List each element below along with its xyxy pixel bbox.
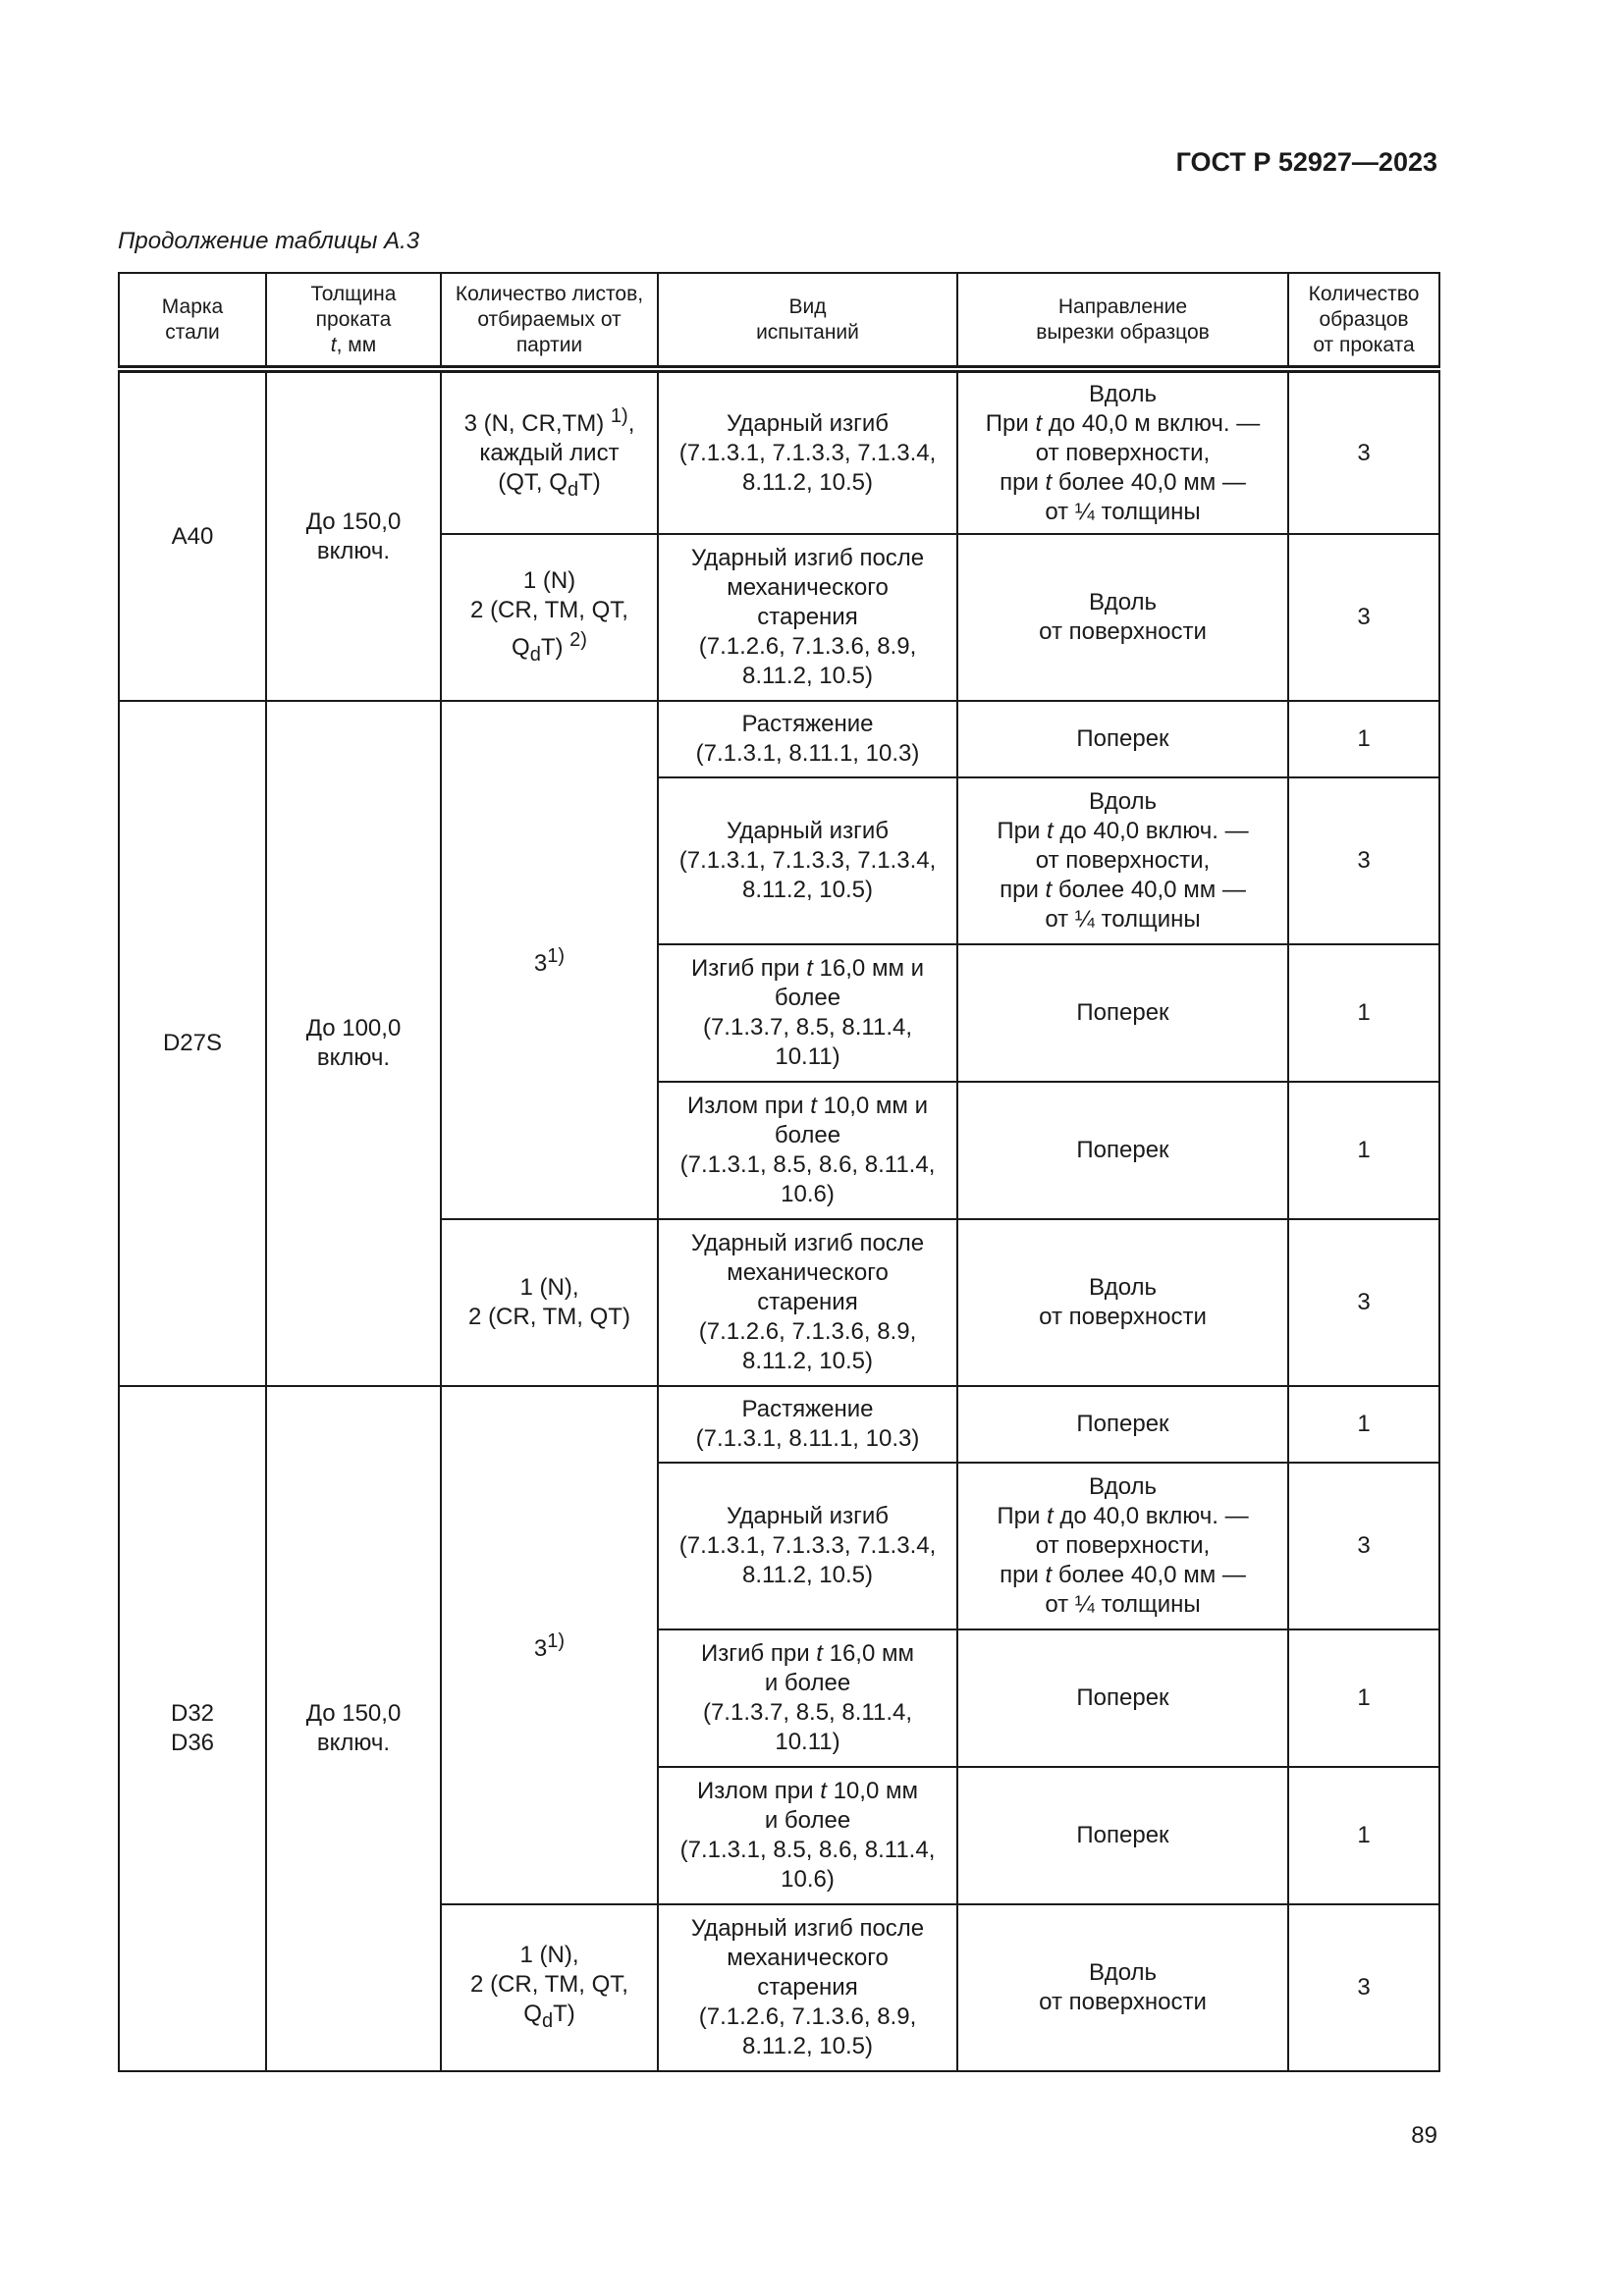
test-cell: Изгиб при t 16,0 мм и более (7.1.3.7, 8.5, 8.11.4, 10.11) xyxy=(658,944,957,1082)
test-cell: Ударный изгиб после механического старения (7.1.2.6, 7.1.3.6, 8.9, 8.11.2, 10.5) xyxy=(658,1219,957,1386)
direction-cell: Вдоль от поверхности xyxy=(957,534,1288,701)
direction-cell: Поперек xyxy=(957,1629,1288,1767)
direction-cell: Поперек xyxy=(957,1386,1288,1463)
test-cell: Ударный изгиб (7.1.3.1, 7.1.3.3, 7.1.3.4, 8.11.2, 10.5) xyxy=(658,1463,957,1629)
table-row xyxy=(119,701,1439,777)
test-cell: Ударный изгиб (7.1.3.1, 7.1.3.3, 7.1.3.4, 8.11.2, 10.5) xyxy=(658,777,957,944)
test-cell: Изгиб при t 16,0 мм и более (7.1.3.7, 8.5, 8.11.4, 10.11) xyxy=(658,1629,957,1767)
count-cell: 3 xyxy=(1288,534,1439,701)
direction-cell: Вдоль При t до 40,0 м включ. — от поверхности, при t более 40,0 мм — от ¼ толщины xyxy=(957,369,1288,534)
direction-cell: Поперек xyxy=(957,944,1288,1082)
test-cell: Растяжение (7.1.3.1, 8.11.1, 10.3) xyxy=(658,1386,957,1463)
table-row xyxy=(119,1386,1439,1463)
table-caption: Продолжение таблицы А.3 xyxy=(118,228,420,254)
table-row xyxy=(119,369,1439,534)
thickness-cell: До 150,0 включ. xyxy=(266,1386,441,2071)
test-cell: Растяжение (7.1.3.1, 8.11.1, 10.3) xyxy=(658,701,957,777)
sheets-cell: 3$^{1)}$ xyxy=(441,1386,658,1904)
direction-cell: Вдоль При t до 40,0 включ. — от поверхности, при t более 40,0 мм — от ¼ толщины xyxy=(957,777,1288,944)
col-header-test: Вид испытаний xyxy=(658,273,957,369)
sampling-table xyxy=(118,272,1440,2072)
direction-cell: Поперек xyxy=(957,1082,1288,1219)
direction-cell: Поперек xyxy=(957,701,1288,777)
thickness-cell: До 100,0 включ. xyxy=(266,701,441,1386)
direction-cell: Поперек xyxy=(957,1767,1288,1904)
table-header-row xyxy=(119,273,1439,369)
count-cell: 3 xyxy=(1288,777,1439,944)
test-cell: Излом при t 10,0 мм и более (7.1.3.1, 8.5, 8.6, 8.11.4, 10.6) xyxy=(658,1082,957,1219)
count-cell: 1 xyxy=(1288,1767,1439,1904)
document-header: ГОСТ Р 52927—2023 xyxy=(1175,147,1437,177)
count-cell: 3 xyxy=(1288,1904,1439,2071)
sheets-cell: 1 (N), 2 (CR, TM, QT) xyxy=(441,1219,658,1386)
sheets-cell: 1 (N) 2 (CR, TM, QT, $Q_dT$) $^{2)}$ xyxy=(441,534,658,701)
sheets-cell: 3 (N, CR,TM) $^{1)}$, каждый лист (QT, $Q_dT$) xyxy=(441,369,658,534)
col-header-thickness: Толщина проката t, мм xyxy=(266,273,441,369)
sheets-cell: 3$^{1)}$ xyxy=(441,701,658,1219)
count-cell: 3 xyxy=(1288,1463,1439,1629)
count-cell: 1 xyxy=(1288,701,1439,777)
direction-cell: Вдоль от поверхности xyxy=(957,1219,1288,1386)
count-cell: 3 xyxy=(1288,1219,1439,1386)
test-cell: Ударный изгиб после механического старения (7.1.2.6, 7.1.3.6, 8.9, 8.11.2, 10.5) xyxy=(658,1904,957,2071)
col-header-sheets: Количество листов, отбираемых от партии xyxy=(441,273,658,369)
direction-cell: Вдоль При t до 40,0 включ. — от поверхности, при t более 40,0 мм — от ¼ толщины xyxy=(957,1463,1288,1629)
col-header-direction: Направление вырезки образцов xyxy=(957,273,1288,369)
col-header-count: Количество образцов от проката xyxy=(1288,273,1439,369)
test-cell: Ударный изгиб (7.1.3.1, 7.1.3.3, 7.1.3.4, 8.11.2, 10.5) xyxy=(658,369,957,534)
test-cell: Ударный изгиб после механического старения (7.1.2.6, 7.1.3.6, 8.9, 8.11.2, 10.5) xyxy=(658,534,957,701)
page-number: 89 xyxy=(1411,2122,1437,2149)
count-cell: 1 xyxy=(1288,1386,1439,1463)
count-cell: 1 xyxy=(1288,1629,1439,1767)
count-cell: 1 xyxy=(1288,944,1439,1082)
thickness-cell: До 150,0 включ. xyxy=(266,369,441,701)
test-cell: Излом при t 10,0 мм и более (7.1.3.1, 8.5, 8.6, 8.11.4, 10.6) xyxy=(658,1767,957,1904)
count-cell: 1 xyxy=(1288,1082,1439,1219)
sheets-cell: 1 (N), 2 (CR, TM, QT, $Q_dT$) xyxy=(441,1904,658,2071)
grade-cell: D32 D36 xyxy=(119,1386,266,2071)
direction-cell: Вдоль от поверхности xyxy=(957,1904,1288,2071)
grade-cell: D27S xyxy=(119,701,266,1386)
grade-cell: А40 xyxy=(119,369,266,701)
col-header-grade: Марка стали xyxy=(119,273,266,369)
count-cell: 3 xyxy=(1288,369,1439,534)
